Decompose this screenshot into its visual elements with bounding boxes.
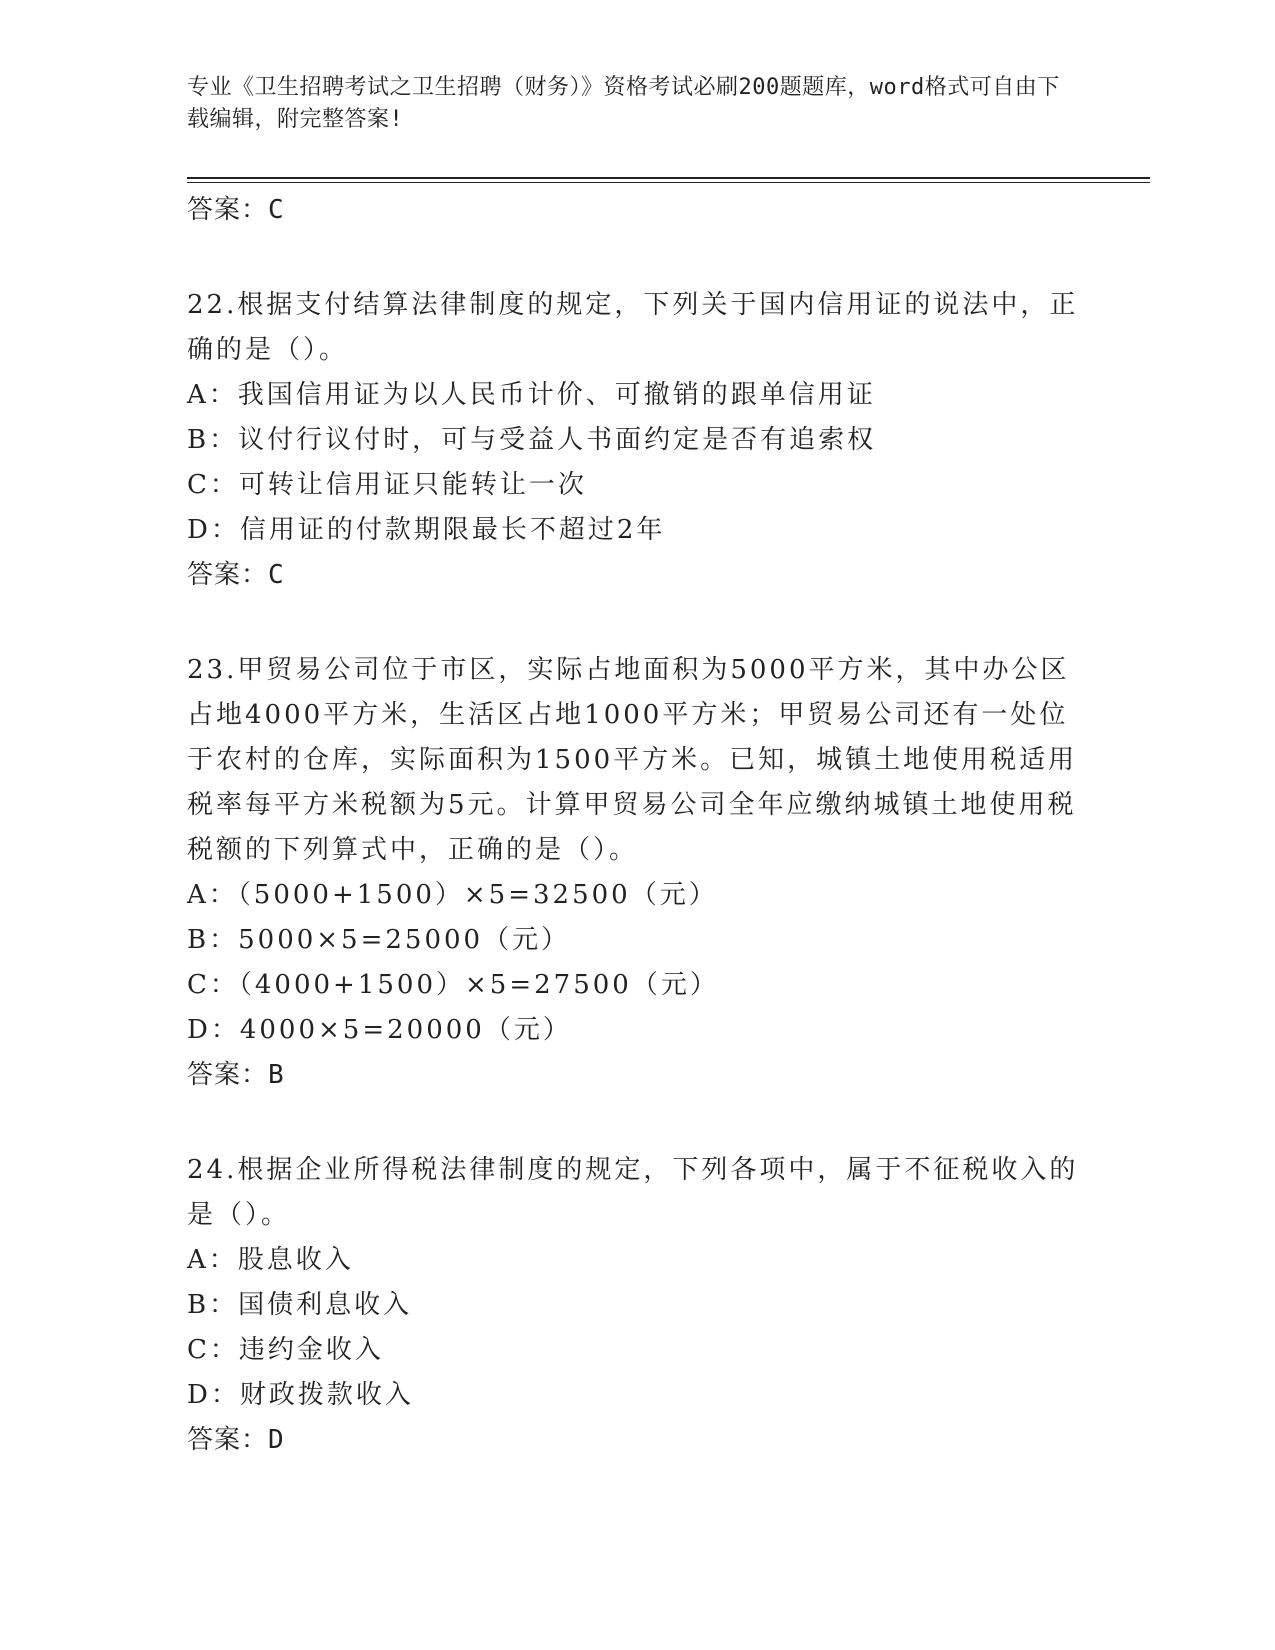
question-22 [187,283,1087,598]
question-stem: 22.根据支付结算法律制度的规定，下列关于国内信用证的说法中，正确的是（）。 [187,290,1079,365]
answer-line: 答案：D [187,1425,285,1455]
option-b: B：议付行议付时，可与受益人书面约定是否有追索权 [187,425,877,455]
answer-line: 答案：B [187,1060,285,1090]
page-header: 专业《卫生招聘考试之卫生招聘（财务）》资格考试必刷200题题库，word格式可自由下载编辑，附完整答案! [187,75,1060,132]
answer-line: 答案：C [187,195,285,225]
option-c: C：可转让信用证只能转让一次 [187,470,587,500]
header-divider-thin [187,182,1150,183]
question-23 [187,648,1087,1098]
option-b: B：5000×5=25000（元） [187,925,571,955]
question-24 [187,1148,1087,1463]
option-d: D：信用证的付款期限最长不超过2年 [187,515,666,545]
option-c: C：（4000+1500）×5=27500（元） [187,970,719,1000]
option-a: A：（5000+1500）×5=32500（元） [187,880,718,910]
option-a: A：我国信用证为以人民币计价、可撤销的跟单信用证 [187,380,876,410]
question-stem: 23.甲贸易公司位于市区，实际占地面积为5000平方米，其中办公区占地4000平方米，生活区占地1000平方米；甲贸易公司还有一处位于农村的仓库，实际面积为1500平方米。已知，城镇土地使用税适用税率每平方米税额为5元。计算甲贸易公司全年应缴纳城镇土地使用税税额的下列算式中，正确的是（）。 [187,655,1078,865]
option-d: D：财政拨款收入 [187,1380,414,1410]
header-divider-thick [187,177,1150,179]
option-b: B：国债利息收入 [187,1290,413,1320]
question-list [187,188,1087,1463]
option-d: D：4000×5=20000（元） [187,1015,572,1045]
option-c: C：违约金收入 [187,1335,384,1365]
answer-line: 答案：C [187,560,285,590]
option-a: A：股息收入 [187,1245,354,1275]
question-stem: 24.根据企业所得税法律制度的规定，下列各项中，属于不征税收入的是（）。 [187,1155,1079,1230]
